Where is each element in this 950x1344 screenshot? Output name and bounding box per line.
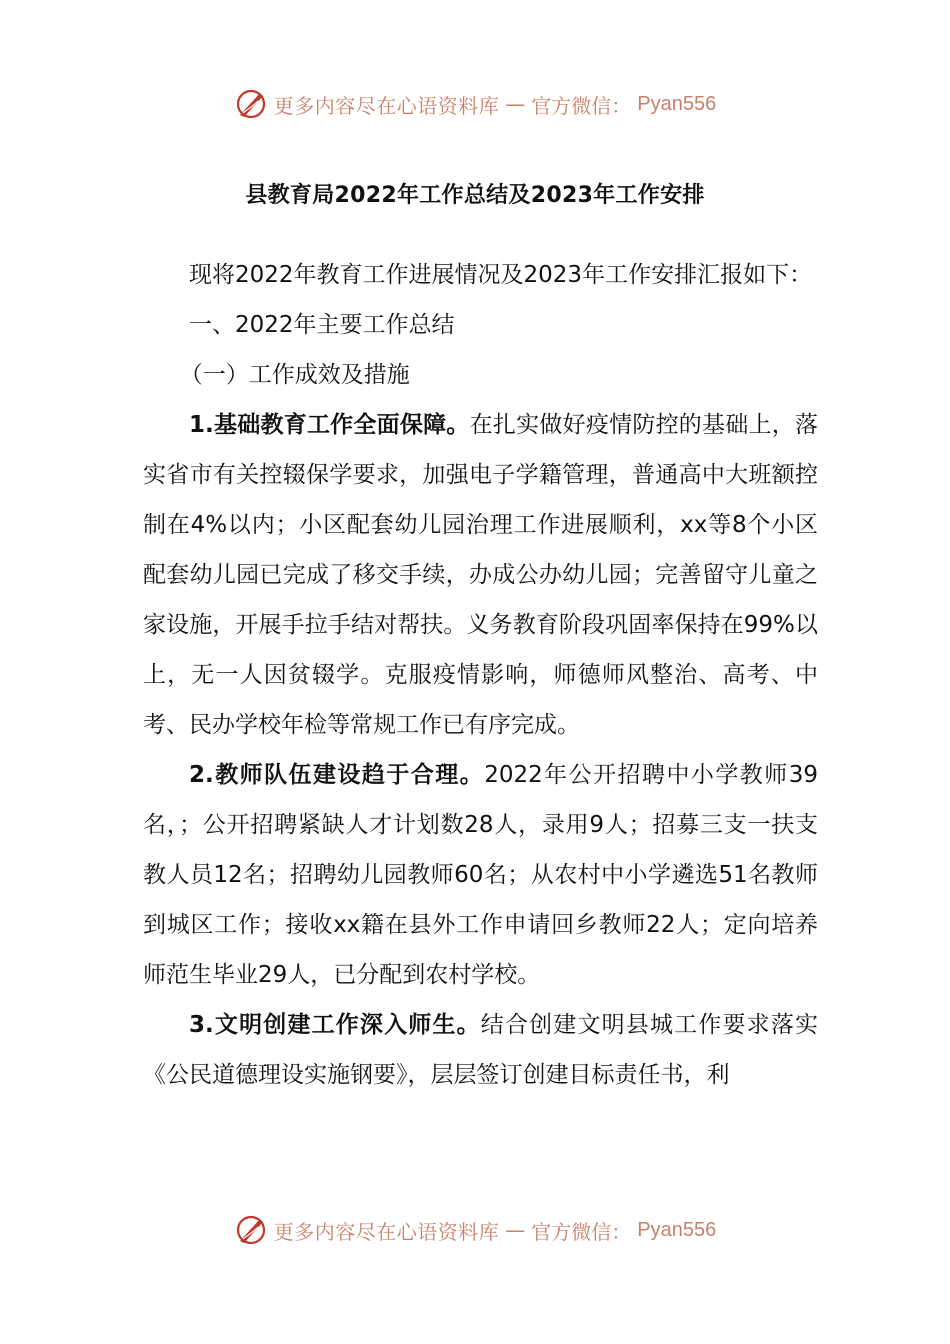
watermark-header: [0, 84, 950, 124]
item-paragraph-1: [143, 400, 818, 750]
quill-pen-icon: [234, 87, 268, 121]
watermark-dash: —: [505, 92, 526, 116]
watermark-wechat-id: Pyan556: [637, 92, 717, 115]
quill-pen-icon: [234, 1213, 268, 1247]
watermark-wechat-id: Pyan556: [637, 1218, 717, 1241]
section-heading: 一、2022年主要工作总结: [189, 312, 455, 338]
intro-paragraph: 现将2022年教育工作进展情况及2023年工作安排汇报如下：: [189, 262, 813, 288]
item-text-1: 在扎实做好疫情防控的基础上，落实省市有关控辍保学要求，加强电子学籍管理，普通高中大班额控制在4%以内；小区配套幼儿园治理工作进展顺利，xx等8个小区配套幼儿园已完成了移交手续，办成公办幼儿园；完善留守儿童之家设施，开展手拉手结对帮扶。义务教育阶段巩固率保持在99%以上，无一人因贫辍学。克服疫情影响，师德师风整治、高考、中考、民办学校年检等常规工作已有序完成。: [143, 412, 819, 738]
item-paragraph-2: [143, 750, 818, 1000]
watermark-site-text: 更多内容尽在心语资料库: [273, 93, 500, 118]
watermark-wechat-label: 官方微信：: [531, 1219, 632, 1244]
item-text-3: 结合创建文明县城工作要求落实《公民道德理设实施钢要》，层层签订创建目标责任书，利: [143, 1012, 818, 1088]
subsection-heading: （一）工作成效及措施: [179, 362, 410, 388]
item-text-2: 2022年公开招聘中小学教师39名，；公开招聘紧缺人才计划数28人，录用9人；招募三支一扶支教人员12名；招聘幼儿园教师60名；从农村中小学遴选51名教师到城区工作；接收xx籍在县外工作申请回乡教师22人；定向培养师范生毕业29人，已分配到农村学校。: [143, 762, 818, 988]
document-title: 县教育局2022年工作总结及2023年工作安排: [245, 183, 705, 208]
item-lead-2: 2.教师队伍建设趋于合理。: [189, 762, 485, 788]
watermark-wechat-label: 官方微信：: [531, 93, 632, 118]
document-body: [143, 250, 818, 1100]
item-lead-3: 3.文明创建工作深入师生。: [189, 1012, 481, 1038]
watermark-dash: —: [505, 1218, 526, 1242]
watermark-footer: [0, 1210, 950, 1250]
item-paragraph-3: [143, 1000, 818, 1100]
item-lead-1: 1.基础教育工作全面保障。: [189, 412, 470, 438]
watermark-site-text: 更多内容尽在心语资料库: [273, 1219, 500, 1244]
